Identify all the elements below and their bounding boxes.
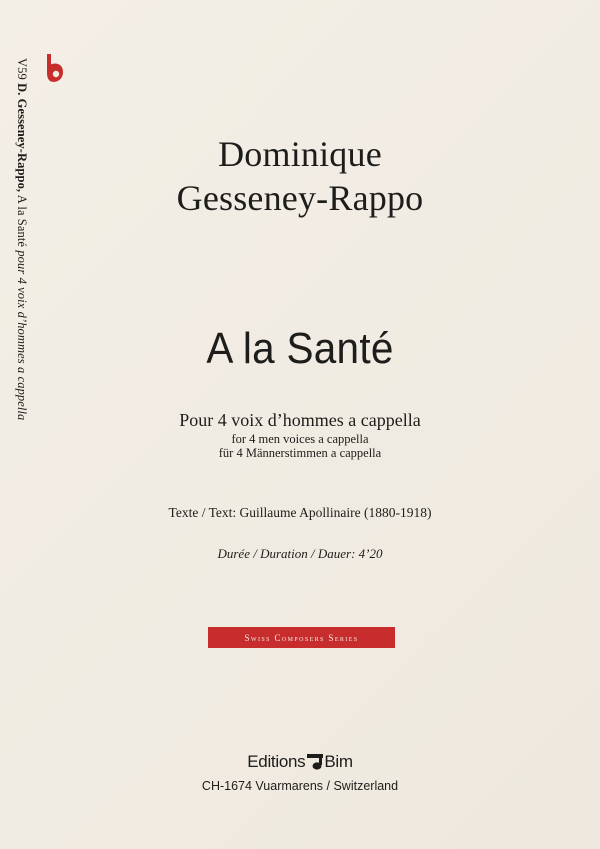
series-label: Swiss Composers Series bbox=[244, 632, 359, 643]
composer-name bbox=[0, 132, 600, 220]
subtitle-french: Pour 4 voix d’hommes a cappella bbox=[179, 410, 421, 430]
spine-catalog: V59 bbox=[15, 58, 29, 80]
work-title: A la Santé bbox=[206, 324, 394, 373]
publisher-name-part1: Editions bbox=[247, 752, 306, 771]
note-logo-icon bbox=[307, 753, 323, 771]
red-note-mark-icon bbox=[46, 54, 64, 86]
composer-first-name: Dominique bbox=[218, 134, 382, 174]
publisher-name-part2: Bim bbox=[324, 752, 353, 771]
series-banner bbox=[208, 627, 395, 648]
publisher-logo bbox=[0, 752, 600, 772]
text-credit: Texte / Text: Guillaume Apollinaire (1880-1918) bbox=[168, 505, 432, 520]
spine-scoring: pour 4 voix d’hommes a cappella bbox=[15, 250, 29, 421]
subtitle-german: für 4 Männerstimmen a cappella bbox=[218, 446, 382, 460]
publisher-address: CH-1674 Vuarmarens / Switzerland bbox=[201, 779, 399, 793]
spine-composer: D. Gesseney-Rappo, bbox=[15, 83, 29, 193]
duration: Durée / Duration / Dauer: 4’20 bbox=[217, 546, 383, 561]
composer-last-name: Gesseney-Rappo bbox=[176, 178, 424, 218]
subtitle-english: for 4 men voices a cappella bbox=[231, 432, 369, 446]
spine-title: A la Santé bbox=[15, 194, 29, 248]
